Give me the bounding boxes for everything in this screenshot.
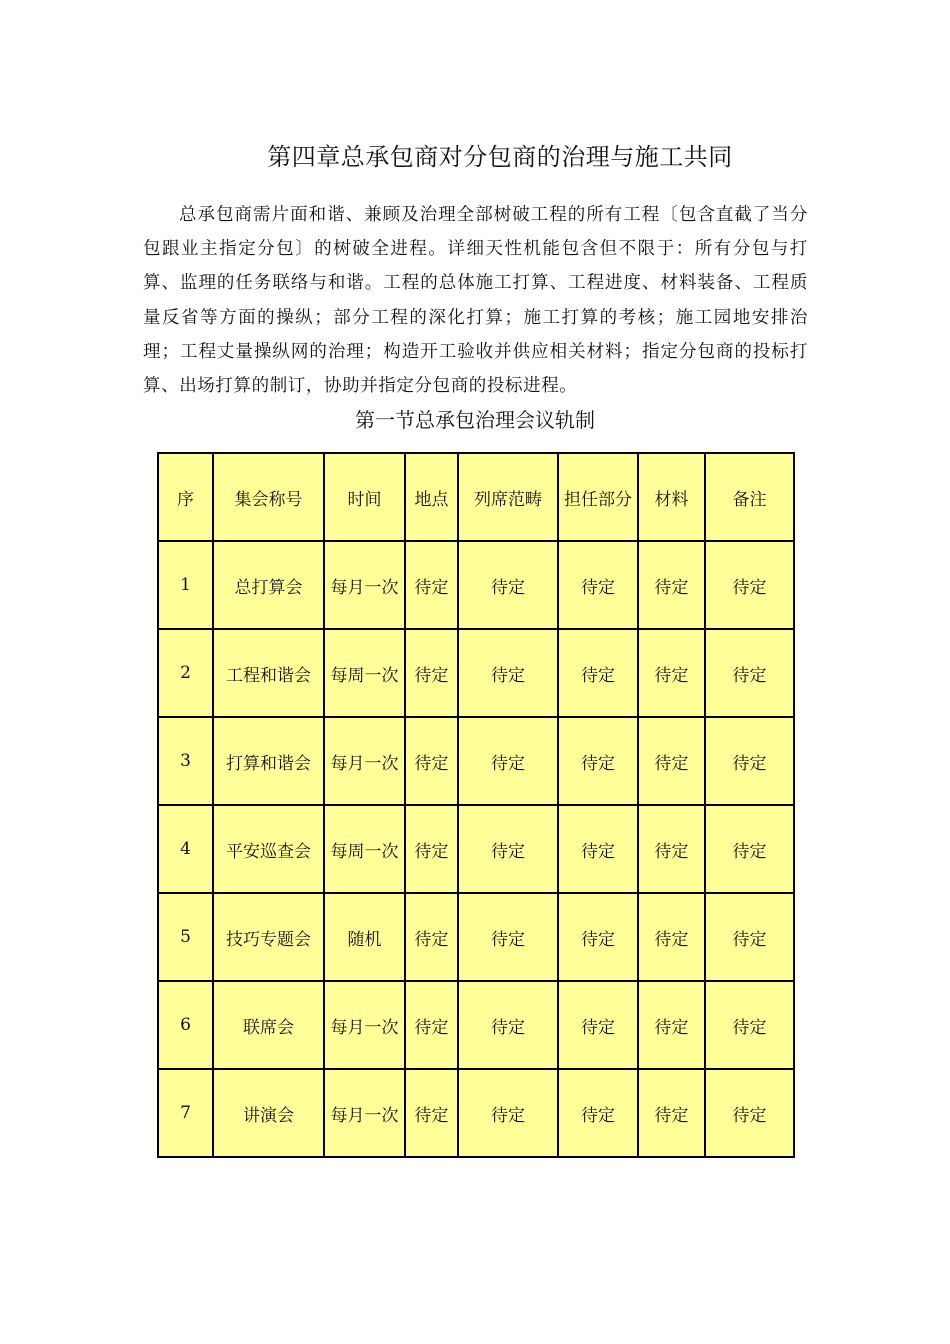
cell-attendees: 待定 xyxy=(458,629,558,717)
cell-materials: 待定 xyxy=(638,629,705,717)
cell-location: 待定 xyxy=(405,1069,458,1157)
cell-attendees: 待定 xyxy=(458,981,558,1069)
cell-index: 3 xyxy=(158,717,213,805)
table-row xyxy=(158,805,794,893)
cell-department: 待定 xyxy=(558,893,638,981)
cell-attendees: 待定 xyxy=(458,541,558,629)
cell-materials: 待定 xyxy=(638,805,705,893)
table-row xyxy=(158,893,794,981)
cell-index: 4 xyxy=(158,805,213,893)
cell-materials: 待定 xyxy=(638,541,705,629)
header-department: 担任部分 xyxy=(558,453,638,541)
cell-meeting-name: 联席会 xyxy=(213,981,324,1069)
cell-time: 每月一次 xyxy=(324,981,405,1069)
cell-meeting-name: 工程和谐会 xyxy=(213,629,324,717)
cell-index: 1 xyxy=(158,541,213,629)
cell-department: 待定 xyxy=(558,981,638,1069)
table-header-row xyxy=(158,453,794,541)
cell-index: 5 xyxy=(158,893,213,981)
section-title: 第一节总承包治理会议轨制 xyxy=(355,408,595,432)
cell-time: 每周一次 xyxy=(324,805,405,893)
intro-paragraph: 总承包商需片面和谐、兼顾及治理全部树破工程的所有工程〔包含直截了当分包跟业主指定分包〕的树破全进程。详细天性机能包含但不限于：所有分包与打算、监理的任务联络与和谐。工程的总体施工打算、工程进度、材料装备、工程质量反省等方面的操纵；部分工程的深化打算；施工打算的考核；施工园地安排治理；工程丈量操纵网的治理；构造开工验收并供应相关材料；指定分包商的投标打算、出场打算的制订，协助并指定分包商的投标进程。 xyxy=(143,205,808,397)
cell-meeting-name: 打算和谐会 xyxy=(213,717,324,805)
cell-time: 随机 xyxy=(324,893,405,981)
header-index: 序 xyxy=(158,453,213,541)
cell-meeting-name: 技巧专题会 xyxy=(213,893,324,981)
cell-remarks: 待定 xyxy=(705,541,794,629)
cell-time: 每周一次 xyxy=(324,629,405,717)
cell-remarks: 待定 xyxy=(705,717,794,805)
cell-location: 待定 xyxy=(405,541,458,629)
chapter-title: 第四章总承包商对分包商的治理与施工共同 xyxy=(267,143,733,171)
cell-location: 待定 xyxy=(405,717,458,805)
cell-attendees: 待定 xyxy=(458,1069,558,1157)
header-remarks: 备注 xyxy=(705,453,794,541)
cell-remarks: 待定 xyxy=(705,893,794,981)
cell-remarks: 待定 xyxy=(705,1069,794,1157)
cell-location: 待定 xyxy=(405,981,458,1069)
cell-department: 待定 xyxy=(558,541,638,629)
cell-attendees: 待定 xyxy=(458,893,558,981)
cell-meeting-name: 平安巡查会 xyxy=(213,805,324,893)
cell-department: 待定 xyxy=(558,717,638,805)
cell-remarks: 待定 xyxy=(705,805,794,893)
cell-attendees: 待定 xyxy=(458,717,558,805)
cell-index: 6 xyxy=(158,981,213,1069)
cell-materials: 待定 xyxy=(638,1069,705,1157)
cell-department: 待定 xyxy=(558,629,638,717)
cell-location: 待定 xyxy=(405,629,458,717)
cell-materials: 待定 xyxy=(638,893,705,981)
cell-remarks: 待定 xyxy=(705,629,794,717)
header-time: 时间 xyxy=(324,453,405,541)
header-attendees: 列席范畴 xyxy=(458,453,558,541)
cell-meeting-name: 讲演会 xyxy=(213,1069,324,1157)
cell-index: 2 xyxy=(158,629,213,717)
table-row xyxy=(158,717,794,805)
cell-attendees: 待定 xyxy=(458,805,558,893)
cell-remarks: 待定 xyxy=(705,981,794,1069)
header-materials: 材料 xyxy=(638,453,705,541)
cell-location: 待定 xyxy=(405,893,458,981)
cell-materials: 待定 xyxy=(638,981,705,1069)
cell-materials: 待定 xyxy=(638,717,705,805)
table-row xyxy=(158,1069,794,1157)
header-meeting-name: 集会称号 xyxy=(213,453,324,541)
cell-location: 待定 xyxy=(405,805,458,893)
cell-meeting-name: 总打算会 xyxy=(213,541,324,629)
cell-time: 每月一次 xyxy=(324,1069,405,1157)
cell-department: 待定 xyxy=(558,1069,638,1157)
table-row xyxy=(158,981,794,1069)
header-location: 地点 xyxy=(405,453,458,541)
cell-time: 每月一次 xyxy=(324,541,405,629)
cell-time: 每月一次 xyxy=(324,717,405,805)
table-row xyxy=(158,629,794,717)
cell-index: 7 xyxy=(158,1069,213,1157)
table-row xyxy=(158,541,794,629)
cell-department: 待定 xyxy=(558,805,638,893)
meeting-schedule-table xyxy=(157,452,795,1158)
